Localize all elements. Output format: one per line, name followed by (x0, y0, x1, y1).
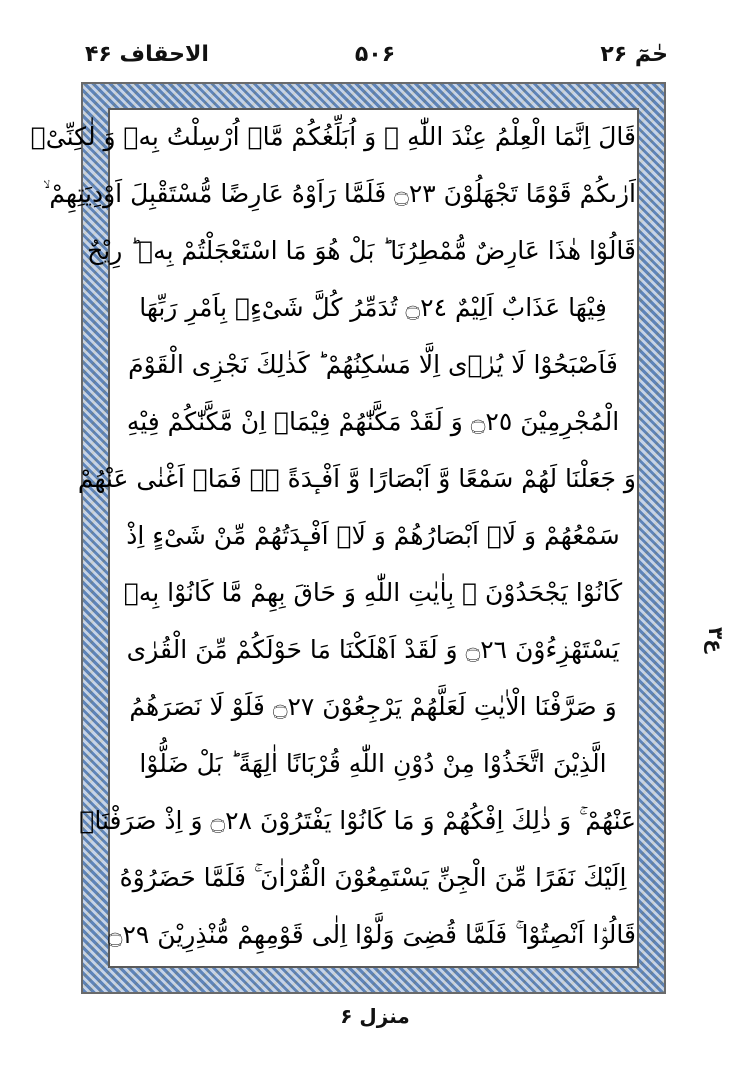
text-line: وَ صَرَّفْنَا الْاٰیٰتِ لَعَلَّهُمْ یَرْجِعُوْنَ ۝٢٧ فَلَوْ لَا نَصَرَهُمُ (129, 692, 617, 721)
page-number: ۵۰۶ (354, 42, 396, 67)
ruku-marker: ۳ع (704, 627, 728, 653)
text-line: كَانُوْا یَجْحَدُوْنَ ۙ بِاٰیٰتِ اللّٰهِ وَ حَاقَ بِهِمْ مَّا كَانُوْا بِهٖ (123, 578, 623, 607)
text-line: قَالُوْا هٰذَا عَارِضٌ مُّمْطِرُنَا ؕ بَلْ هُوَ مَا اسْتَعْجَلْتُمْ بِهٖ ؕ رِیْحٌ (87, 236, 636, 265)
text-line: یَسْتَهْزِءُوْنَ ۝٢٦ وَ لَقَدْ اَهْلَكْنَا مَا حَوْلَكُمْ مِّنَ الْقُرٰى (126, 635, 620, 664)
para-label: حٰمٓ ۲۶ (600, 42, 668, 67)
manzil-footer: منزل ۶ (340, 1004, 410, 1028)
text-line: الَّذِیْنَ اتَّخَذُوْا مِنْ دُوْنِ اللّٰهِ قُرْبَانًا اٰلِهَةً ؕ بَلْ ضَلُّوْا (139, 749, 607, 778)
text-line: وَ جَعَلْنَا لَهُمْ سَمْعًا وَّ اَبْصَارًا وَّ اَفْـٕدَةً ۖؗ فَمَاۤ اَغْنٰى عَنْهُمْ (77, 464, 636, 493)
text-line: فِیْهَا عَذَابٌ اَلِیْمٌ ۝٢٤ تُدَمِّرُ كُلَّ شَیْءٍۭ بِاَمْرِ رَبِّهَا (139, 293, 607, 322)
page-header (0, 0, 750, 80)
text-line: قَالُوْۤا اَنْصِتُوْا ۚ فَلَمَّا قُضِیَ وَلَّوْا اِلٰى قَوْمِهِمْ مُّنْذِرِیْنَ ۝٢٩ (107, 920, 636, 949)
text-line: عَنْهُمْ ۚ وَ ذٰلِكَ اِفْكُهُمْ وَ مَا كَانُوْا یَفْتَرُوْنَ ۝٢٨ وَ اِذْ صَرَفْنَاۤ (79, 806, 636, 835)
verse-text-block (30, 108, 636, 968)
text-line: سَمْعُهُمْ وَ لَاۤ اَبْصَارُهُمْ وَ لَاۤ اَفْـٕدَتُهُمْ مِّنْ شَیْءٍ اِذْ (126, 521, 620, 550)
text-line: اَرٰىكُمْ قَوْمًا تَجْهَلُوْنَ ۝٢٣ فَلَمَّا رَاَوْهُ عَارِضًا مُّسْتَقْبِلَ اَوْدِیَتِهِمْ ۙ (43, 179, 636, 208)
text-line: فَاَصْبَحُوْا لَا یُرٰۤى اِلَّا مَسٰكِنُهُمْ ؕ كَذٰلِكَ نَجْزِی الْقَوْمَ (128, 350, 618, 379)
text-line: اِلَیْكَ نَفَرًا مِّنَ الْجِنِّ یَسْتَمِعُوْنَ الْقُرْاٰنَ ۚ فَلَمَّا حَضَرُوْهُ (119, 863, 627, 892)
text-line: الْمُجْرِمِیْنَ ۝٢٥ وَ لَقَدْ مَكَّنّٰهُمْ فِیْمَاۤ اِنْ مَّكَّنّٰكُمْ فِیْهِ (126, 407, 620, 436)
text-line: قَالَ اِنَّمَا الْعِلْمُ عِنْدَ اللّٰهِ ۫ وَ اُبَلِّغُكُمْ مَّاۤ اُرْسِلْتُ بِهٖ وَ لٰكِنِّیْۤ (30, 122, 636, 151)
surah-label: الاحقاف ۴۶ (85, 42, 209, 67)
